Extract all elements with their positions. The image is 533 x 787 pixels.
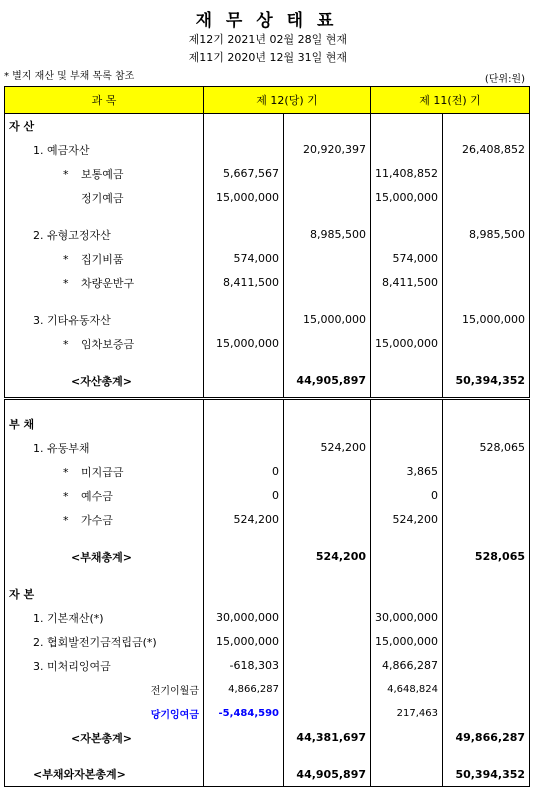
prior-value: 11,408,852 xyxy=(371,162,443,186)
current-value: 30,000,000 xyxy=(204,606,284,630)
table-row xyxy=(5,726,530,750)
current-value: 4,866,287 xyxy=(204,678,284,702)
section-assets: 자 산 xyxy=(5,114,204,138)
grand-total-prior: 50,394,352 xyxy=(443,763,530,787)
table-row xyxy=(5,654,530,678)
asterisk-marker: * xyxy=(63,276,69,290)
grand-total-label: <부채와자본총계> xyxy=(5,763,204,787)
header-current: 제 12(당) 기 xyxy=(204,87,371,114)
table-row xyxy=(5,436,530,460)
current-total: 20,920,397 xyxy=(284,138,371,162)
current-value: 524,200 xyxy=(204,508,284,532)
section-liabilities: 부 채 xyxy=(5,412,204,436)
table-row xyxy=(5,678,530,702)
assets-total-prior: 50,394,352 xyxy=(443,369,530,393)
table-row xyxy=(5,162,530,186)
grand-total-current: 44,905,897 xyxy=(284,763,371,787)
prior-total: 8,985,500 xyxy=(443,223,530,247)
row-label: 임차보증금 xyxy=(81,337,135,351)
row-label: 정기예금 xyxy=(81,191,124,205)
table-row xyxy=(5,484,530,508)
equity-total-label: <자본총계> xyxy=(5,726,204,750)
table-row xyxy=(5,114,530,138)
equity-total-current: 44,381,697 xyxy=(284,726,371,750)
asterisk-marker: * xyxy=(63,252,69,266)
row-label: 당기잉여금 xyxy=(5,702,204,726)
table-row xyxy=(5,545,530,569)
liabilities-total-label: <부채총계> xyxy=(5,545,204,569)
prior-value: 217,463 xyxy=(371,702,443,726)
table-row xyxy=(5,223,530,247)
table-row xyxy=(5,186,530,210)
row-label: 예수금 xyxy=(81,489,113,503)
table-row xyxy=(5,138,530,162)
table-row xyxy=(5,271,530,295)
row-label: 차량운반구 xyxy=(81,276,135,290)
row-label: 집기비품 xyxy=(81,252,124,266)
table-row xyxy=(5,412,530,436)
current-value: 0 xyxy=(204,460,284,484)
row-label: 1. 기본재산(*) xyxy=(5,606,204,630)
asterisk-marker: * xyxy=(63,489,69,503)
note-text: * 별지 재산 및 부채 목록 참조 xyxy=(4,71,135,82)
current-value: 8,411,500 xyxy=(204,271,284,295)
table-row xyxy=(5,332,530,356)
current-value: 574,000 xyxy=(204,247,284,271)
row-label: 3. 기타유동자산 xyxy=(5,308,204,332)
row-label: 보통예금 xyxy=(81,167,124,181)
prior-value: 524,200 xyxy=(371,508,443,532)
assets-total-label: <자산총계> xyxy=(5,369,204,393)
balance-sheet-table xyxy=(4,86,530,787)
table-row xyxy=(5,508,530,532)
prior-total: 15,000,000 xyxy=(443,308,530,332)
row-label: 1. 예금자산 xyxy=(5,138,204,162)
liabilities-total-prior: 528,065 xyxy=(443,545,530,569)
prior-value: 15,000,000 xyxy=(371,332,443,356)
row-label: 2. 협회발전기금적립금(*) xyxy=(5,630,204,654)
header-prior: 제 11(전) 기 xyxy=(371,87,530,114)
table-row xyxy=(5,582,530,606)
row-label: 2. 유형고정자산 xyxy=(5,223,204,247)
period-current: 제12기 2021년 02월 28일 현재 xyxy=(188,33,347,46)
row-label: 3. 미처리잉여금 xyxy=(5,654,204,678)
current-value: 15,000,000 xyxy=(204,332,284,356)
prior-value: 15,000,000 xyxy=(371,630,443,654)
table-row xyxy=(5,369,530,393)
current-total: 15,000,000 xyxy=(284,308,371,332)
table-row xyxy=(5,308,530,332)
asterisk-marker: * xyxy=(63,337,69,351)
prior-value: 30,000,000 xyxy=(371,606,443,630)
row-label: 전기이월금 xyxy=(5,678,204,702)
prior-value: 4,866,287 xyxy=(371,654,443,678)
section-equity: 자 본 xyxy=(5,582,204,606)
prior-value: 3,865 xyxy=(371,460,443,484)
prior-value: 15,000,000 xyxy=(371,186,443,210)
row-label: 1. 유동부채 xyxy=(5,436,204,460)
header-item: 과 목 xyxy=(5,87,204,114)
prior-value: 4,648,824 xyxy=(371,678,443,702)
table-row xyxy=(5,702,530,726)
period-prior: 제11기 2020년 12월 31일 현재 xyxy=(188,51,347,64)
row-label: 가수금 xyxy=(81,513,113,527)
assets-total-current: 44,905,897 xyxy=(284,369,371,393)
asterisk-marker: * xyxy=(63,465,69,479)
asterisk-marker: * xyxy=(63,167,69,181)
table-row xyxy=(5,247,530,271)
liabilities-total-current: 524,200 xyxy=(284,545,371,569)
current-value: 5,667,567 xyxy=(204,162,284,186)
current-value: -618,303 xyxy=(204,654,284,678)
table-row xyxy=(5,630,530,654)
prior-value: 574,000 xyxy=(371,247,443,271)
current-value: 15,000,000 xyxy=(204,186,284,210)
prior-total: 528,065 xyxy=(443,436,530,460)
asterisk-marker: * xyxy=(63,513,69,527)
prior-value: 0 xyxy=(371,484,443,508)
table-row xyxy=(5,460,530,484)
current-value: 15,000,000 xyxy=(204,630,284,654)
current-total: 524,200 xyxy=(284,436,371,460)
table-row xyxy=(5,763,530,787)
document-title: 재 무 상 태 표 xyxy=(195,11,338,31)
equity-total-prior: 49,866,287 xyxy=(443,726,530,750)
prior-total: 26,408,852 xyxy=(443,138,530,162)
current-value: -5,484,590 xyxy=(204,702,284,726)
current-total: 8,985,500 xyxy=(284,223,371,247)
row-label: 미지급금 xyxy=(81,465,124,479)
table-row xyxy=(5,606,530,630)
prior-value: 8,411,500 xyxy=(371,271,443,295)
current-value: 0 xyxy=(204,484,284,508)
unit-text: (단위:원) xyxy=(484,74,525,85)
